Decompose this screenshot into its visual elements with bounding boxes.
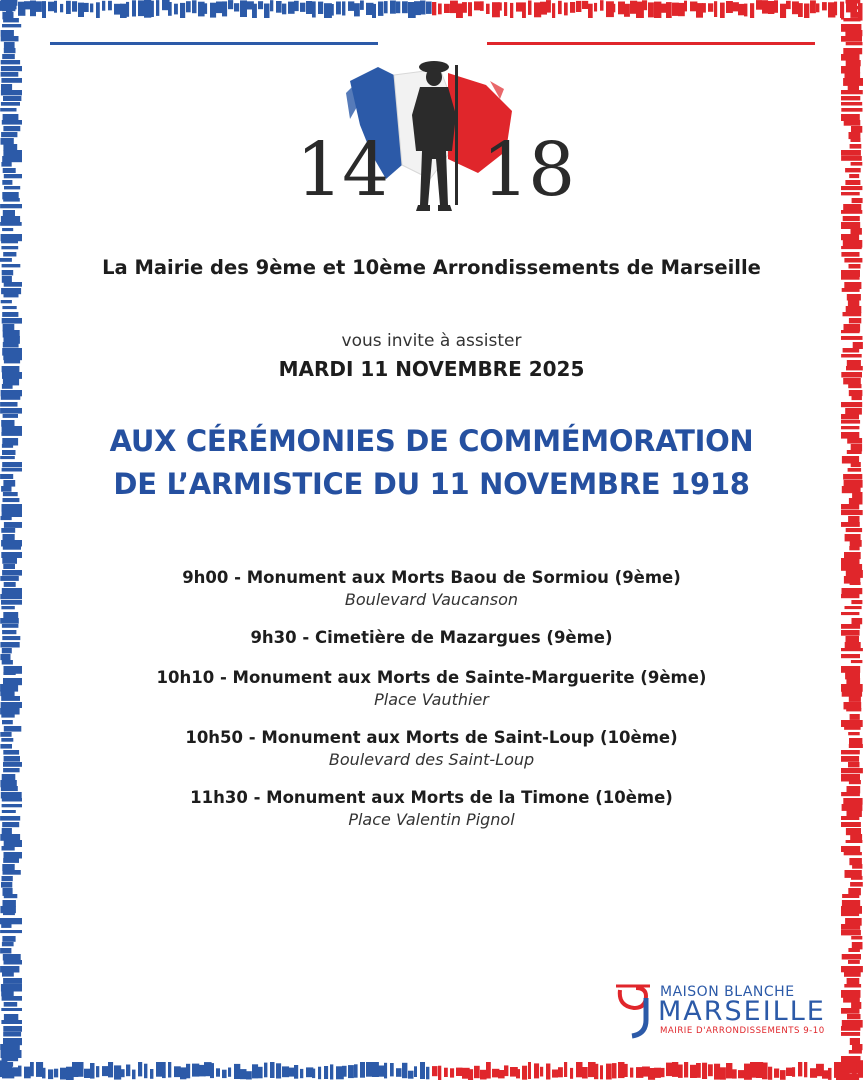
ceremony-program bbox=[0, 567, 863, 847]
top-rule-blue bbox=[50, 42, 378, 45]
program-address: Boulevard des Saint-Loup bbox=[328, 750, 535, 769]
program-item bbox=[0, 627, 863, 649]
logo-line-1: MAISON BLANCHE bbox=[660, 984, 795, 1000]
program-address: Boulevard Vaucanson bbox=[344, 590, 519, 609]
nine-mark-icon bbox=[612, 980, 656, 1040]
headline-line-1: AUX CÉRÉMONIES DE COMMÉMORATION bbox=[109, 424, 754, 458]
invite-text: vous invite à assister bbox=[341, 331, 522, 351]
program-address: Place Vauthier bbox=[374, 690, 489, 709]
program-item bbox=[0, 567, 863, 611]
logo-line-3: MAIRIE D'ARRONDISSEMENTS 9-10 bbox=[660, 1026, 825, 1036]
program-time-location: 10h10 - Monument aux Morts de Sainte-Marguerite (9ème) bbox=[156, 668, 707, 687]
program-item bbox=[0, 667, 863, 711]
program-item bbox=[0, 727, 863, 771]
headline-line-2: DE L’ARMISTICE DU 11 NOVEMBRE 1918 bbox=[113, 467, 750, 501]
year-18: 18 bbox=[482, 127, 575, 213]
program-item bbox=[0, 787, 863, 831]
program-time-location: 9h30 - Cimetière de Mazargues (9ème) bbox=[250, 628, 613, 647]
logo-line-2: MARSEILLE bbox=[658, 996, 826, 1027]
program-address: Place Valentin Pignol bbox=[348, 810, 515, 829]
program-time-location: 10h50 - Monument aux Morts de Saint-Loup (10ème) bbox=[185, 728, 678, 747]
program-time-location: 9h00 - Monument aux Morts Baou de Sormiou (9ème) bbox=[182, 568, 681, 587]
year-14: 14 bbox=[296, 127, 389, 213]
program-time-location: 11h30 - Monument aux Morts de la Timone (10ème) bbox=[190, 788, 673, 807]
emblem-14-18 bbox=[290, 55, 580, 215]
mairie-heading: La Mairie des 9ème et 10ème Arrondissements de Marseille bbox=[102, 256, 761, 279]
mairie-logo bbox=[612, 980, 826, 1042]
event-date: MARDI 11 NOVEMBRE 2025 bbox=[278, 357, 585, 381]
top-rule-red bbox=[487, 42, 815, 45]
ceremony-headline bbox=[0, 420, 863, 506]
